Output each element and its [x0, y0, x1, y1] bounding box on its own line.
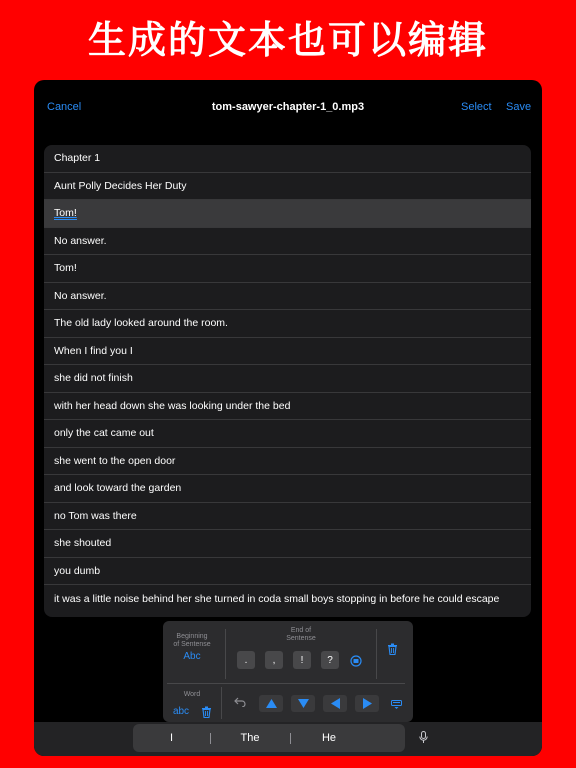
- capitalize-button[interactable]: Abc: [183, 651, 201, 662]
- delete-sentence-icon[interactable]: [385, 642, 399, 656]
- list-item-text: she shouted: [54, 537, 112, 550]
- list-item[interactable]: [44, 503, 531, 531]
- list-item[interactable]: [44, 585, 531, 613]
- lowercase-button[interactable]: abc: [172, 706, 190, 717]
- list-item-text: she did not finish: [54, 372, 133, 385]
- promo-banner: 生成的文本也可以编辑: [87, 17, 488, 62]
- list-item-text: Tom!: [54, 262, 77, 275]
- list-item[interactable]: [44, 558, 531, 586]
- divider: [221, 687, 222, 719]
- divider: [225, 629, 226, 679]
- list-item-text: only the cat came out: [54, 427, 154, 440]
- transcript-list: [44, 145, 531, 617]
- app-window: [34, 80, 542, 756]
- comma-key[interactable]: ,: [265, 651, 283, 669]
- delete-word-icon[interactable]: [199, 705, 213, 719]
- list-item[interactable]: [44, 173, 531, 201]
- move-up-button[interactable]: [259, 695, 283, 712]
- arrow-right-icon: [363, 698, 372, 709]
- list-item[interactable]: [44, 255, 531, 283]
- select-button[interactable]: Select: [461, 101, 492, 113]
- list-item[interactable]: [44, 145, 531, 173]
- suggestion-3[interactable]: He: [321, 732, 337, 744]
- page-title: tom-sawyer-chapter-1_0.mp3: [211, 101, 365, 113]
- list-item-text: No answer.: [54, 289, 107, 302]
- undo-icon[interactable]: [233, 695, 247, 709]
- list-item-text: Tom!: [54, 206, 77, 219]
- list-item[interactable]: [44, 365, 531, 393]
- list-item-text: she went to the open door: [54, 454, 176, 467]
- navigation-bar: [34, 80, 542, 136]
- list-item[interactable]: [44, 283, 531, 311]
- move-right-button[interactable]: [355, 695, 379, 712]
- list-item[interactable]: [44, 420, 531, 448]
- cancel-button[interactable]: Cancel: [47, 101, 82, 113]
- list-item[interactable]: [44, 338, 531, 366]
- divider: [167, 683, 405, 684]
- beginning-label: Beginning of Sentense: [173, 633, 211, 648]
- end-label: End of Sentense: [286, 627, 316, 642]
- list-item[interactable]: [44, 530, 531, 558]
- period-key[interactable]: .: [237, 651, 255, 669]
- edit-toolbar: [163, 621, 413, 722]
- list-item[interactable]: [44, 475, 531, 503]
- list-item-text: Chapter 1: [54, 152, 101, 165]
- list-item-text: it was a little noise behind her she turned in coda small boys stopping in before he could escape: [54, 592, 500, 605]
- list-item[interactable]: [44, 200, 531, 228]
- list-item-text: with her head down she was looking under the bed: [54, 399, 291, 412]
- exclamation-key[interactable]: !: [293, 651, 311, 669]
- suggestion-2[interactable]: The: [240, 732, 260, 744]
- list-item[interactable]: [44, 310, 531, 338]
- list-item-text: Aunt Polly Decides Her Duty: [54, 179, 187, 192]
- move-left-button[interactable]: [323, 695, 347, 712]
- list-item[interactable]: [44, 393, 531, 421]
- remove-punctuation-icon[interactable]: [349, 654, 363, 668]
- microphone-icon[interactable]: [416, 730, 430, 744]
- save-button[interactable]: Save: [506, 101, 532, 113]
- suggestion-1[interactable]: I: [169, 732, 174, 744]
- question-key[interactable]: ?: [321, 651, 339, 669]
- list-item-text: The old lady looked around the room.: [54, 317, 228, 330]
- list-item-text: no Tom was there: [54, 509, 137, 522]
- list-item-text: you dumb: [54, 564, 101, 577]
- list-item-text: and look toward the garden: [54, 482, 182, 495]
- arrow-left-icon: [331, 698, 340, 709]
- keyboard-dismiss-icon[interactable]: [389, 697, 403, 711]
- list-item[interactable]: [44, 448, 531, 476]
- list-item-text: When I find you I: [54, 344, 133, 357]
- divider: [376, 629, 377, 679]
- arrow-up-icon: [266, 699, 277, 708]
- word-label: Word: [183, 691, 201, 698]
- keyboard-suggestion-bar: [34, 722, 542, 756]
- list-item[interactable]: [44, 228, 531, 256]
- arrow-down-icon: [298, 699, 309, 708]
- suggestions-panel: [133, 724, 405, 752]
- move-down-button[interactable]: [291, 695, 315, 712]
- list-item-text: No answer.: [54, 234, 107, 247]
